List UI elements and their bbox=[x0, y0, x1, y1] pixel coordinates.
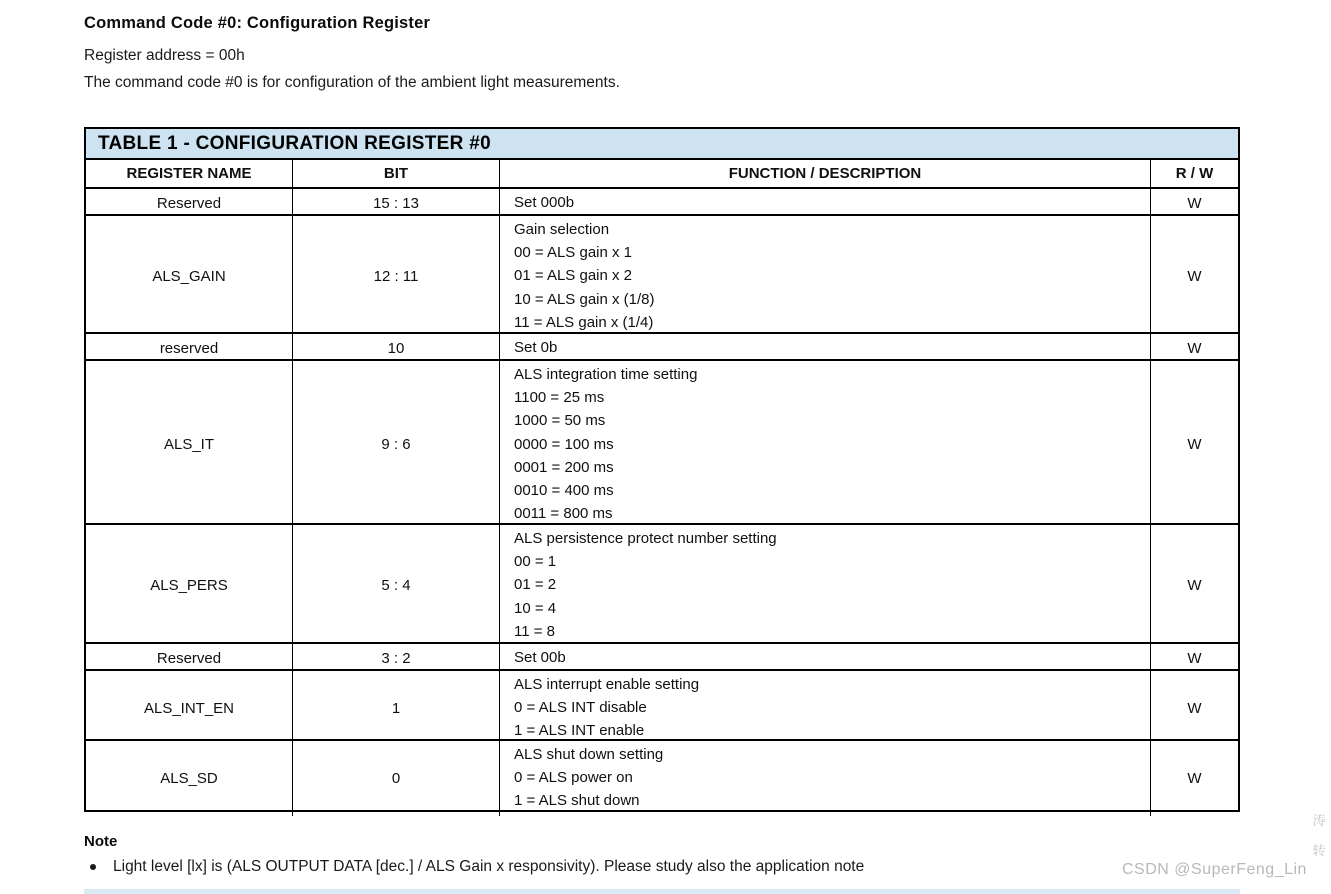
function-line: ALS interrupt enable setting bbox=[514, 676, 700, 693]
function-line: 0000 = 100 ms bbox=[514, 435, 614, 453]
function-line: Set 000b bbox=[514, 194, 575, 211]
function-line: 10 = ALS gain x (1/8) bbox=[514, 290, 655, 308]
function-line: 01 = ALS gain x 2 bbox=[514, 267, 633, 285]
register-name-cell: ALS_SD bbox=[160, 769, 218, 787]
table-header-row bbox=[86, 158, 1238, 187]
function-line: 00 = ALS gain x 1 bbox=[514, 244, 633, 262]
function-line: 10 = 4 bbox=[514, 599, 557, 617]
column-header-bit: BIT bbox=[292, 160, 499, 187]
register-address-line: Register address = 00h bbox=[84, 47, 245, 64]
table-row bbox=[86, 332, 1238, 359]
function-cell bbox=[499, 525, 1150, 646]
bit-cell: 9 : 6 bbox=[292, 361, 499, 528]
rw-cell: W bbox=[1150, 525, 1238, 646]
function-cell bbox=[499, 189, 1150, 217]
rw-cell: W bbox=[1150, 644, 1238, 672]
function-line: 1 = ALS INT enable bbox=[514, 722, 645, 740]
function-line: 1000 = 50 ms bbox=[514, 412, 606, 430]
function-cell bbox=[499, 644, 1150, 672]
column-header-register-name: REGISTER NAME bbox=[126, 165, 252, 182]
function-line: 11 = 8 bbox=[514, 622, 556, 640]
table-row bbox=[86, 669, 1238, 739]
configuration-register-table bbox=[84, 127, 1240, 812]
bit-cell: 0 bbox=[292, 741, 499, 816]
rw-cell: W bbox=[1150, 741, 1238, 816]
function-line: 1 = ALS shut down bbox=[514, 792, 640, 810]
rw-cell: W bbox=[1150, 671, 1238, 746]
rw-cell: W bbox=[1150, 361, 1238, 528]
note-heading: Note bbox=[84, 833, 118, 850]
bit-cell: 3 : 2 bbox=[292, 644, 499, 672]
function-line: ALS persistence protect number setting bbox=[514, 530, 777, 547]
function-line: ALS shut down setting bbox=[514, 746, 664, 763]
vertical-watermark-char: 转 bbox=[1312, 843, 1326, 858]
register-name-cell: reserved bbox=[159, 339, 219, 357]
function-line: 0 = ALS power on bbox=[514, 769, 633, 787]
bit-cell: 5 : 4 bbox=[292, 525, 499, 646]
note-bullet-text: Light level [lx] is (ALS OUTPUT DATA [dec.] / ALS Gain x responsivity). Please study also the application note bbox=[113, 858, 865, 875]
csdn-watermark: CSDN @SuperFeng_Lin bbox=[1122, 861, 1307, 878]
function-line: 00 = 1 bbox=[514, 553, 557, 571]
function-line: 0 = ALS INT disable bbox=[514, 699, 647, 717]
register-name-cell: ALS_INT_EN bbox=[143, 699, 235, 717]
function-line: ALS integration time setting bbox=[514, 366, 698, 383]
rw-cell: W bbox=[1150, 334, 1238, 362]
function-line: Set 00b bbox=[514, 649, 566, 666]
register-name-cell: ALS_PERS bbox=[150, 577, 228, 594]
vertical-watermark bbox=[1308, 806, 1330, 866]
table-row bbox=[86, 214, 1238, 332]
function-cell bbox=[499, 334, 1150, 362]
note-bullet-line bbox=[84, 858, 864, 876]
bit-cell: 15 : 13 bbox=[292, 189, 499, 217]
table-row bbox=[86, 359, 1238, 523]
table-title-bar bbox=[86, 129, 1238, 158]
vertical-watermark-char: 涛 bbox=[1312, 813, 1326, 828]
page-title: Command Code #0: Configuration Register bbox=[84, 14, 431, 32]
table-title: TABLE 1 - CONFIGURATION REGISTER #0 bbox=[98, 132, 491, 154]
function-line: 0011 = 800 ms bbox=[514, 505, 613, 523]
bullet-icon bbox=[90, 864, 96, 870]
register-name-cell: ALS_GAIN bbox=[152, 268, 226, 285]
register-name-cell: ALS_IT bbox=[163, 436, 215, 454]
description-line: The command code #0 is for configuration of the ambient light measurements. bbox=[84, 74, 620, 91]
table-row bbox=[86, 523, 1238, 642]
bit-cell: 12 : 11 bbox=[292, 216, 499, 337]
rw-cell: W bbox=[1150, 189, 1238, 217]
function-line: Set 0b bbox=[514, 339, 558, 356]
rw-cell: W bbox=[1150, 216, 1238, 337]
next-table-header-strip bbox=[84, 889, 1240, 894]
bit-cell: 10 bbox=[292, 334, 499, 362]
function-line: 1100 = 25 ms bbox=[514, 389, 605, 407]
function-line: Gain selection bbox=[514, 221, 610, 238]
function-line: 0010 = 400 ms bbox=[514, 482, 614, 500]
function-cell bbox=[499, 671, 1150, 746]
column-header-rw: R / W bbox=[1150, 160, 1238, 187]
function-cell bbox=[499, 216, 1150, 337]
function-line: 01 = 2 bbox=[514, 576, 557, 594]
function-cell bbox=[499, 361, 1150, 528]
bit-cell: 1 bbox=[292, 671, 499, 746]
table-row bbox=[86, 739, 1238, 810]
register-name-cell: Reserved bbox=[156, 194, 222, 212]
function-line: 0001 = 200 ms bbox=[514, 458, 614, 476]
register-name-cell: Reserved bbox=[156, 649, 222, 667]
table-row bbox=[86, 642, 1238, 669]
table-row bbox=[86, 187, 1238, 214]
column-header-function: FUNCTION / DESCRIPTION bbox=[499, 160, 1150, 187]
function-line: 11 = ALS gain x (1/4) bbox=[514, 313, 654, 331]
function-cell bbox=[499, 741, 1150, 816]
